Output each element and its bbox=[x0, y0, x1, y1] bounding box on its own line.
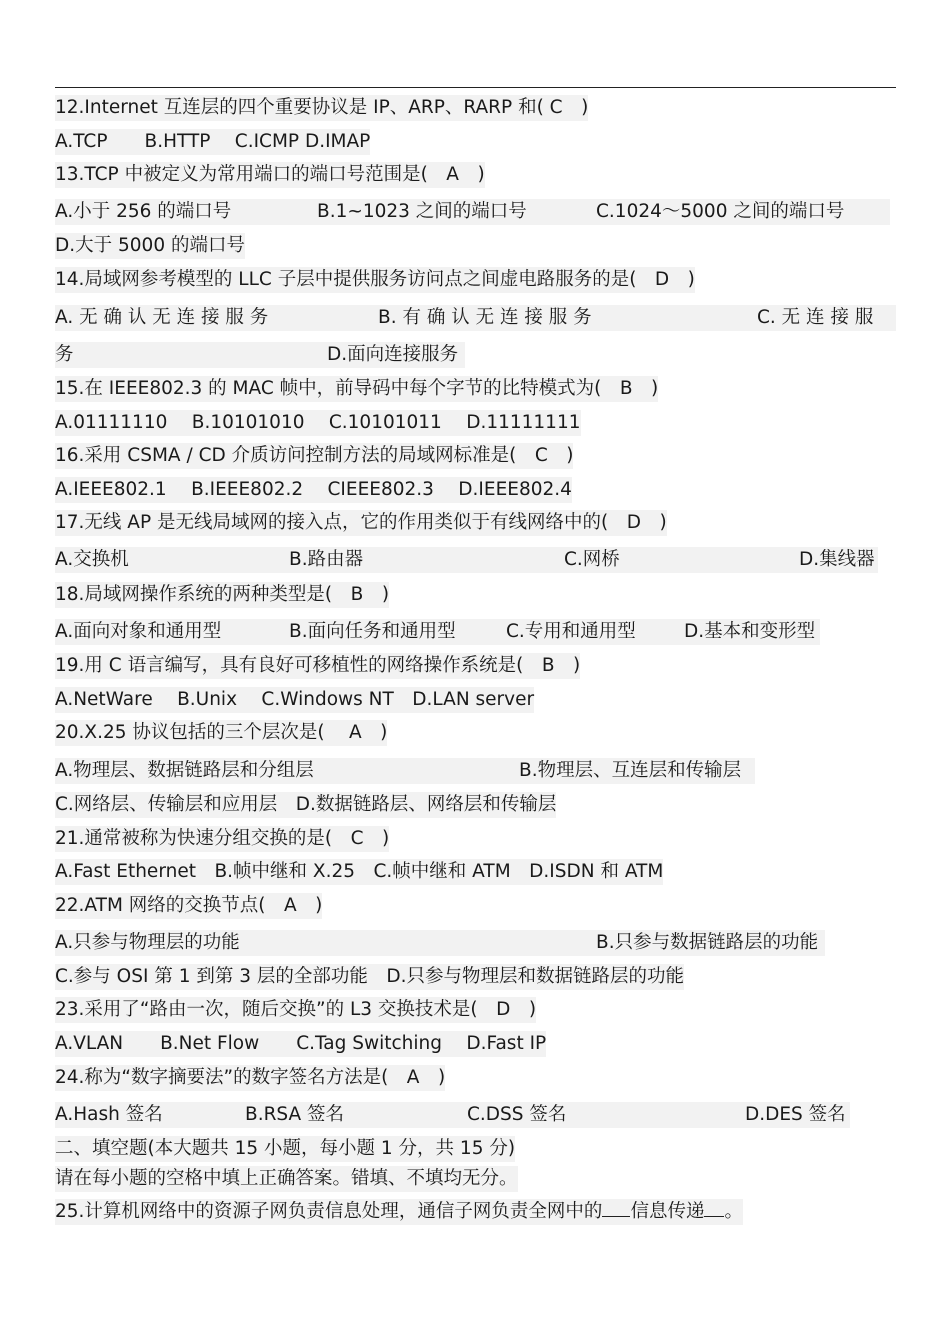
option-b: B.1~1023 之间的端口号 bbox=[317, 201, 527, 222]
question-21-options: A.Fast Ethernet B.帧中继和 X.25 C.帧中继和 ATM D.ISDN 和 ATM bbox=[55, 859, 663, 885]
question-18-stem: 18.局域网操作系统的两种类型是( B ) bbox=[55, 582, 389, 608]
question-13-stem: 13.TCP 中被定义为常用端口的端口号范围是( A ) bbox=[55, 162, 485, 188]
option-a: A.Hash 签名 bbox=[55, 1104, 163, 1125]
option-c: C.1024～5000 之间的端口号 bbox=[596, 201, 845, 222]
option-b: B. 有 确 认 无 连 接 服 务 bbox=[378, 307, 592, 328]
option-a: A.只参与物理层的功能 bbox=[55, 932, 240, 953]
question-22-options-cd: C.参与 OSI 第 1 到第 3 层的全部功能 D.只参与物理层和数据链路层的功能 bbox=[55, 964, 684, 990]
option-d: D.DES 签名 bbox=[745, 1104, 846, 1125]
question-16-options: A.IEEE802.1 B.IEEE802.2 CIEEE802.3 D.IEEE802.4 bbox=[55, 477, 572, 503]
question-23-stem: 23.采用了“路由一次，随后交换”的 L3 交换技术是( D ) bbox=[55, 997, 536, 1023]
question-20-options-cd: C.网络层、传输层和应用层 D.数据链路层、网络层和传输层 bbox=[55, 792, 556, 818]
option-b: B.RSA 签名 bbox=[245, 1104, 345, 1125]
option-c: C.专用和通用型 bbox=[506, 621, 636, 642]
option-a: A.面向对象和通用型 bbox=[55, 621, 222, 642]
question-15-options: A.01111110 B.10101010 C.10101011 D.11111111 bbox=[55, 410, 581, 436]
question-24-options bbox=[55, 1102, 850, 1128]
option-a: A. 无 确 认 无 连 接 服 务 bbox=[55, 307, 269, 328]
option-b: B.路由器 bbox=[289, 549, 364, 570]
question-17-stem: 17.无线 AP 是无线局域网的接入点，它的作用类似于有线网络中的( D ) bbox=[55, 510, 667, 536]
question-25-answer: 信息传递 bbox=[630, 1201, 705, 1222]
question-18-options bbox=[55, 619, 820, 645]
option-c: C.DSS 签名 bbox=[467, 1104, 567, 1125]
answer-blank-2 bbox=[704, 1216, 724, 1217]
option-d: D.面向连接服务 bbox=[327, 344, 459, 365]
option-b: B.只参与数据链路层的功能 bbox=[596, 932, 819, 953]
question-14-options-cont bbox=[55, 342, 465, 368]
question-24-stem: 24.称为“数字摘要法”的数字签名方法是( A ) bbox=[55, 1065, 445, 1091]
question-19-options: A.NetWare B.Unix C.Windows NT D.LAN server bbox=[55, 687, 534, 713]
option-c: C.网桥 bbox=[564, 549, 620, 570]
header-rule bbox=[55, 87, 896, 88]
question-25-text: 25.计算机网络中的资源子网负责信息处理，通信子网负责全网中的 bbox=[55, 1201, 603, 1222]
question-12-stem: 12.Internet 互连层的四个重要协议是 IP、ARP、RARP 和( C ) bbox=[55, 95, 588, 121]
section-2-title: 二、填空题(本大题共 15 小题，每小题 1 分，共 15 分) bbox=[55, 1136, 515, 1162]
question-16-stem: 16.采用 CSMA / CD 介质访问控制方法的局域网标准是( C ) bbox=[55, 443, 573, 469]
question-14-options bbox=[55, 305, 896, 331]
question-13-options bbox=[55, 199, 890, 225]
option-d: D.基本和变形型 bbox=[684, 621, 816, 642]
question-25-end: 。 bbox=[724, 1201, 743, 1222]
question-25 bbox=[55, 1199, 743, 1225]
question-22-stem: 22.ATM 网络的交换节点( A ) bbox=[55, 893, 322, 919]
option-c-cont: 务 bbox=[55, 344, 74, 365]
question-21-stem: 21.通常被称为快速分组交换的是( C ) bbox=[55, 826, 389, 852]
option-a: A.小于 256 的端口号 bbox=[55, 201, 232, 222]
question-12-options: A.TCP B.HTTP C.ICMP D.IMAP bbox=[55, 129, 370, 155]
question-23-options: A.VLAN B.Net Flow C.Tag Switching D.Fast IP bbox=[55, 1031, 546, 1057]
option-c: C. 无 连 接 服 bbox=[757, 307, 874, 328]
answer-blank-1 bbox=[602, 1216, 630, 1217]
section-2-instructions: 请在每小题的空格中填上正确答案。错填、不填均无分。 bbox=[55, 1166, 518, 1192]
question-20-options bbox=[55, 758, 755, 784]
option-a: A.物理层、数据链路层和分组层 bbox=[55, 760, 314, 781]
option-d: D.集线器 bbox=[799, 549, 875, 570]
option-a: A.交换机 bbox=[55, 549, 129, 570]
question-19-stem: 19.用 C 语言编写，具有良好可移植性的网络操作系统是( B ) bbox=[55, 653, 580, 679]
question-17-options bbox=[55, 547, 878, 573]
question-13-option-d: D.大于 5000 的端口号 bbox=[55, 233, 245, 259]
question-22-options bbox=[55, 930, 825, 956]
question-20-stem: 20.X.25 协议包括的三个层次是( A ) bbox=[55, 720, 387, 746]
option-b: B.面向任务和通用型 bbox=[289, 621, 456, 642]
question-14-stem: 14.局域网参考模型的 LLC 子层中提供服务访问点之间虚电路服务的是( D ) bbox=[55, 267, 695, 293]
option-b: B.物理层、互连层和传输层 bbox=[519, 760, 742, 781]
question-15-stem: 15.在 IEEE802.3 的 MAC 帧中，前导码中每个字节的比特模式为( B ) bbox=[55, 376, 658, 402]
